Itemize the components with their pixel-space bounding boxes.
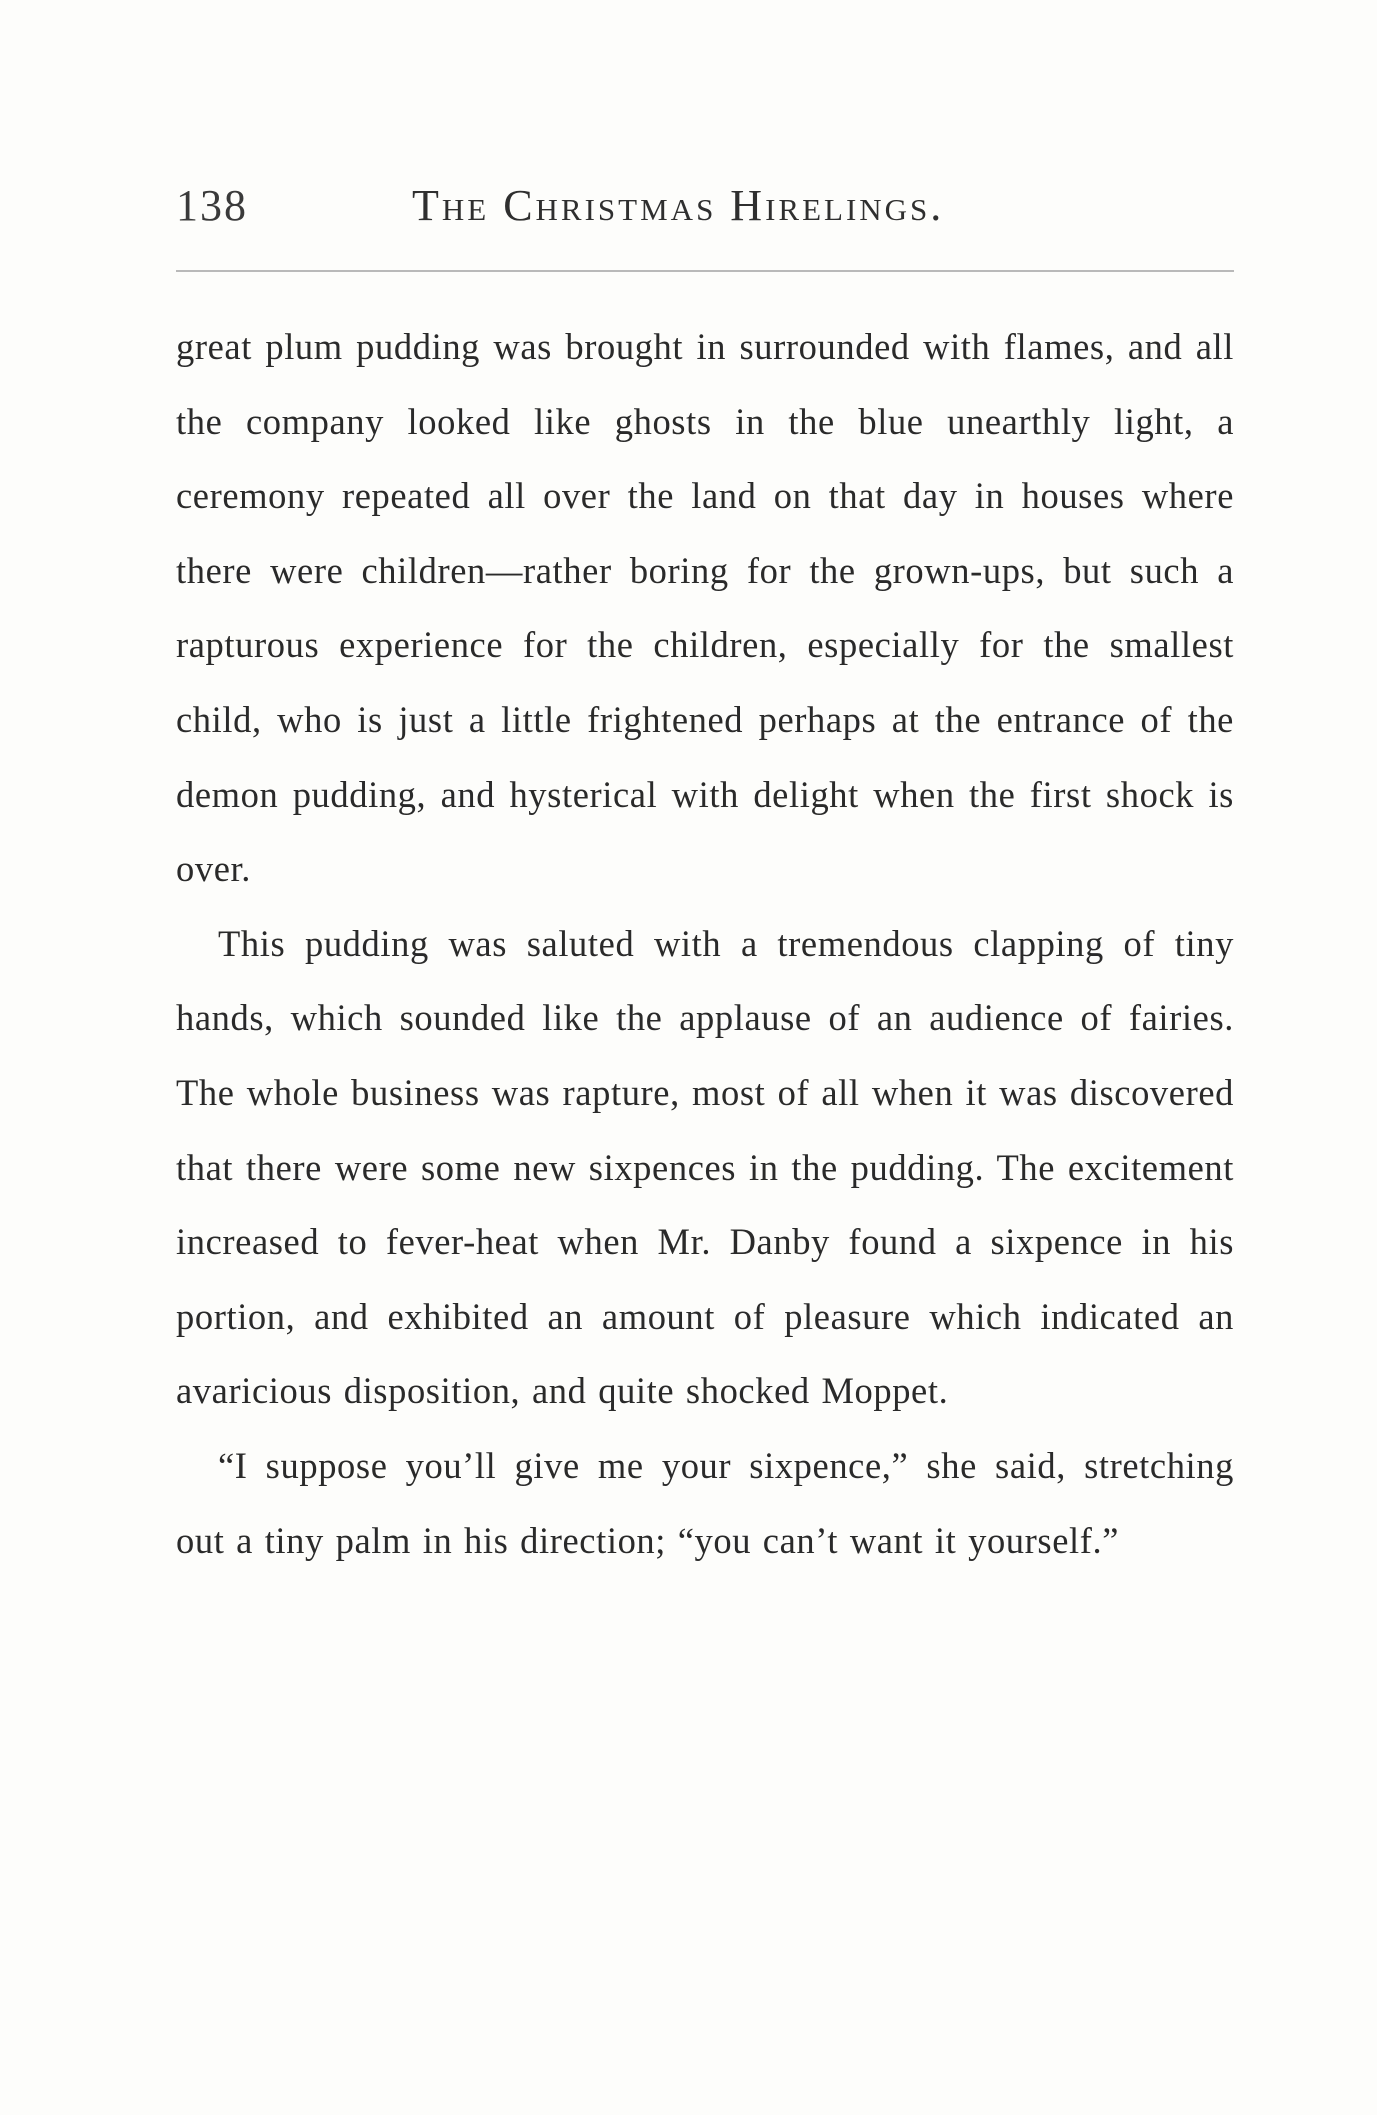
- page-header: [176, 180, 1234, 240]
- paragraph-pudding-salute: This pudding was saluted with a tremendous clapping of tiny hands, which sounded like the applause of an audience of fairies. The whole business was rapture, most of all when it was discovered that there were some new sixpences in the pudding. The excitement increased to fever-heat when Mr. Danby found a sixpence in his portion, and exhibited an amount of pleasure which indicated an avaricious disposition, and quite shocked Moppet.: [176, 922, 1234, 1412]
- paragraph-moppet-dialogue: “I suppose you’ll give me your sixpence,” she said, stretching out a tiny palm in his direction; “you can’t want it yourself.”: [176, 1444, 1234, 1561]
- page-number: 138: [176, 181, 248, 230]
- header-rule: [176, 270, 1234, 272]
- body-text: [176, 310, 1234, 1578]
- running-title: The Christmas Hirelings.: [412, 181, 945, 230]
- paragraph-continuation: great plum pudding was brought in surrounded with flames, and all the company looked like ghosts in the blue unearthly light, a ceremony repeated all over the land on that day in houses where there were children—rather boring for the grown-ups, but such a rapturous experience for the children, especially for the smallest child, who is just a little frightened perhaps at the entrance of the demon pudding, and hysterical with delight when the first shock is over.: [176, 326, 1234, 890]
